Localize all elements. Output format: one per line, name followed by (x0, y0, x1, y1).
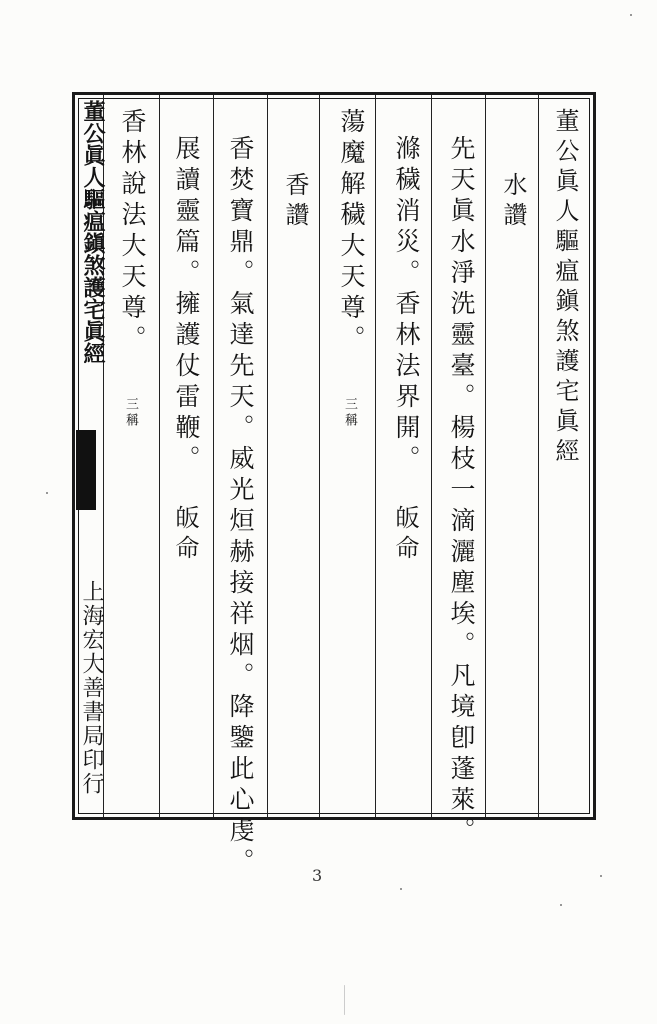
verse-line: 展讀靈篇。擁護仗雷鞭。 (172, 135, 201, 476)
column-divider (485, 95, 486, 817)
column-divider (159, 95, 160, 817)
column-divider (213, 95, 214, 817)
page-number: 3 (312, 866, 323, 885)
scan-speck (600, 875, 602, 877)
verse-line: 先天眞水淨洗靈臺。楊枝一滴灑塵埃。凡境卽蓬萊。 (447, 135, 476, 848)
scan-speck (46, 492, 48, 494)
section-heading-incense-praise: 香讚 (281, 172, 309, 232)
recite-three-times-note: 三稱 (342, 397, 357, 429)
fishtail-mark (76, 430, 96, 510)
scan-speck (630, 14, 632, 16)
verse-line: 滌穢消災。香林法界開。 (392, 135, 421, 476)
verse-line: 蕩魔解穢大天尊。 (337, 108, 366, 356)
scan-speck (560, 904, 562, 906)
column-divider (319, 95, 320, 817)
refuge-note: 皈命 (171, 505, 199, 565)
verse-line: 香林說法大天尊。 (118, 108, 147, 356)
scripture-title: 董公眞人驅瘟鎭煞護宅眞經 (551, 108, 579, 468)
column-divider (267, 95, 268, 817)
publisher-imprint: 上海宏大善書局印行 (79, 580, 104, 796)
column-divider (538, 95, 539, 817)
scan-speck (400, 888, 402, 890)
section-heading-water-praise: 水讚 (499, 172, 527, 232)
refuge-note: 皈命 (391, 505, 419, 565)
running-title: 董公眞人驅瘟鎭煞護宅眞經 (80, 100, 106, 364)
scan-speck (344, 985, 345, 1015)
recite-three-times-note: 三稱 (123, 397, 138, 429)
verse-line: 香焚寶鼎。氣達先天。威光烜赫接祥烟。降鑒此心虔。 (226, 135, 255, 879)
column-divider (375, 95, 376, 817)
column-divider (431, 95, 432, 817)
